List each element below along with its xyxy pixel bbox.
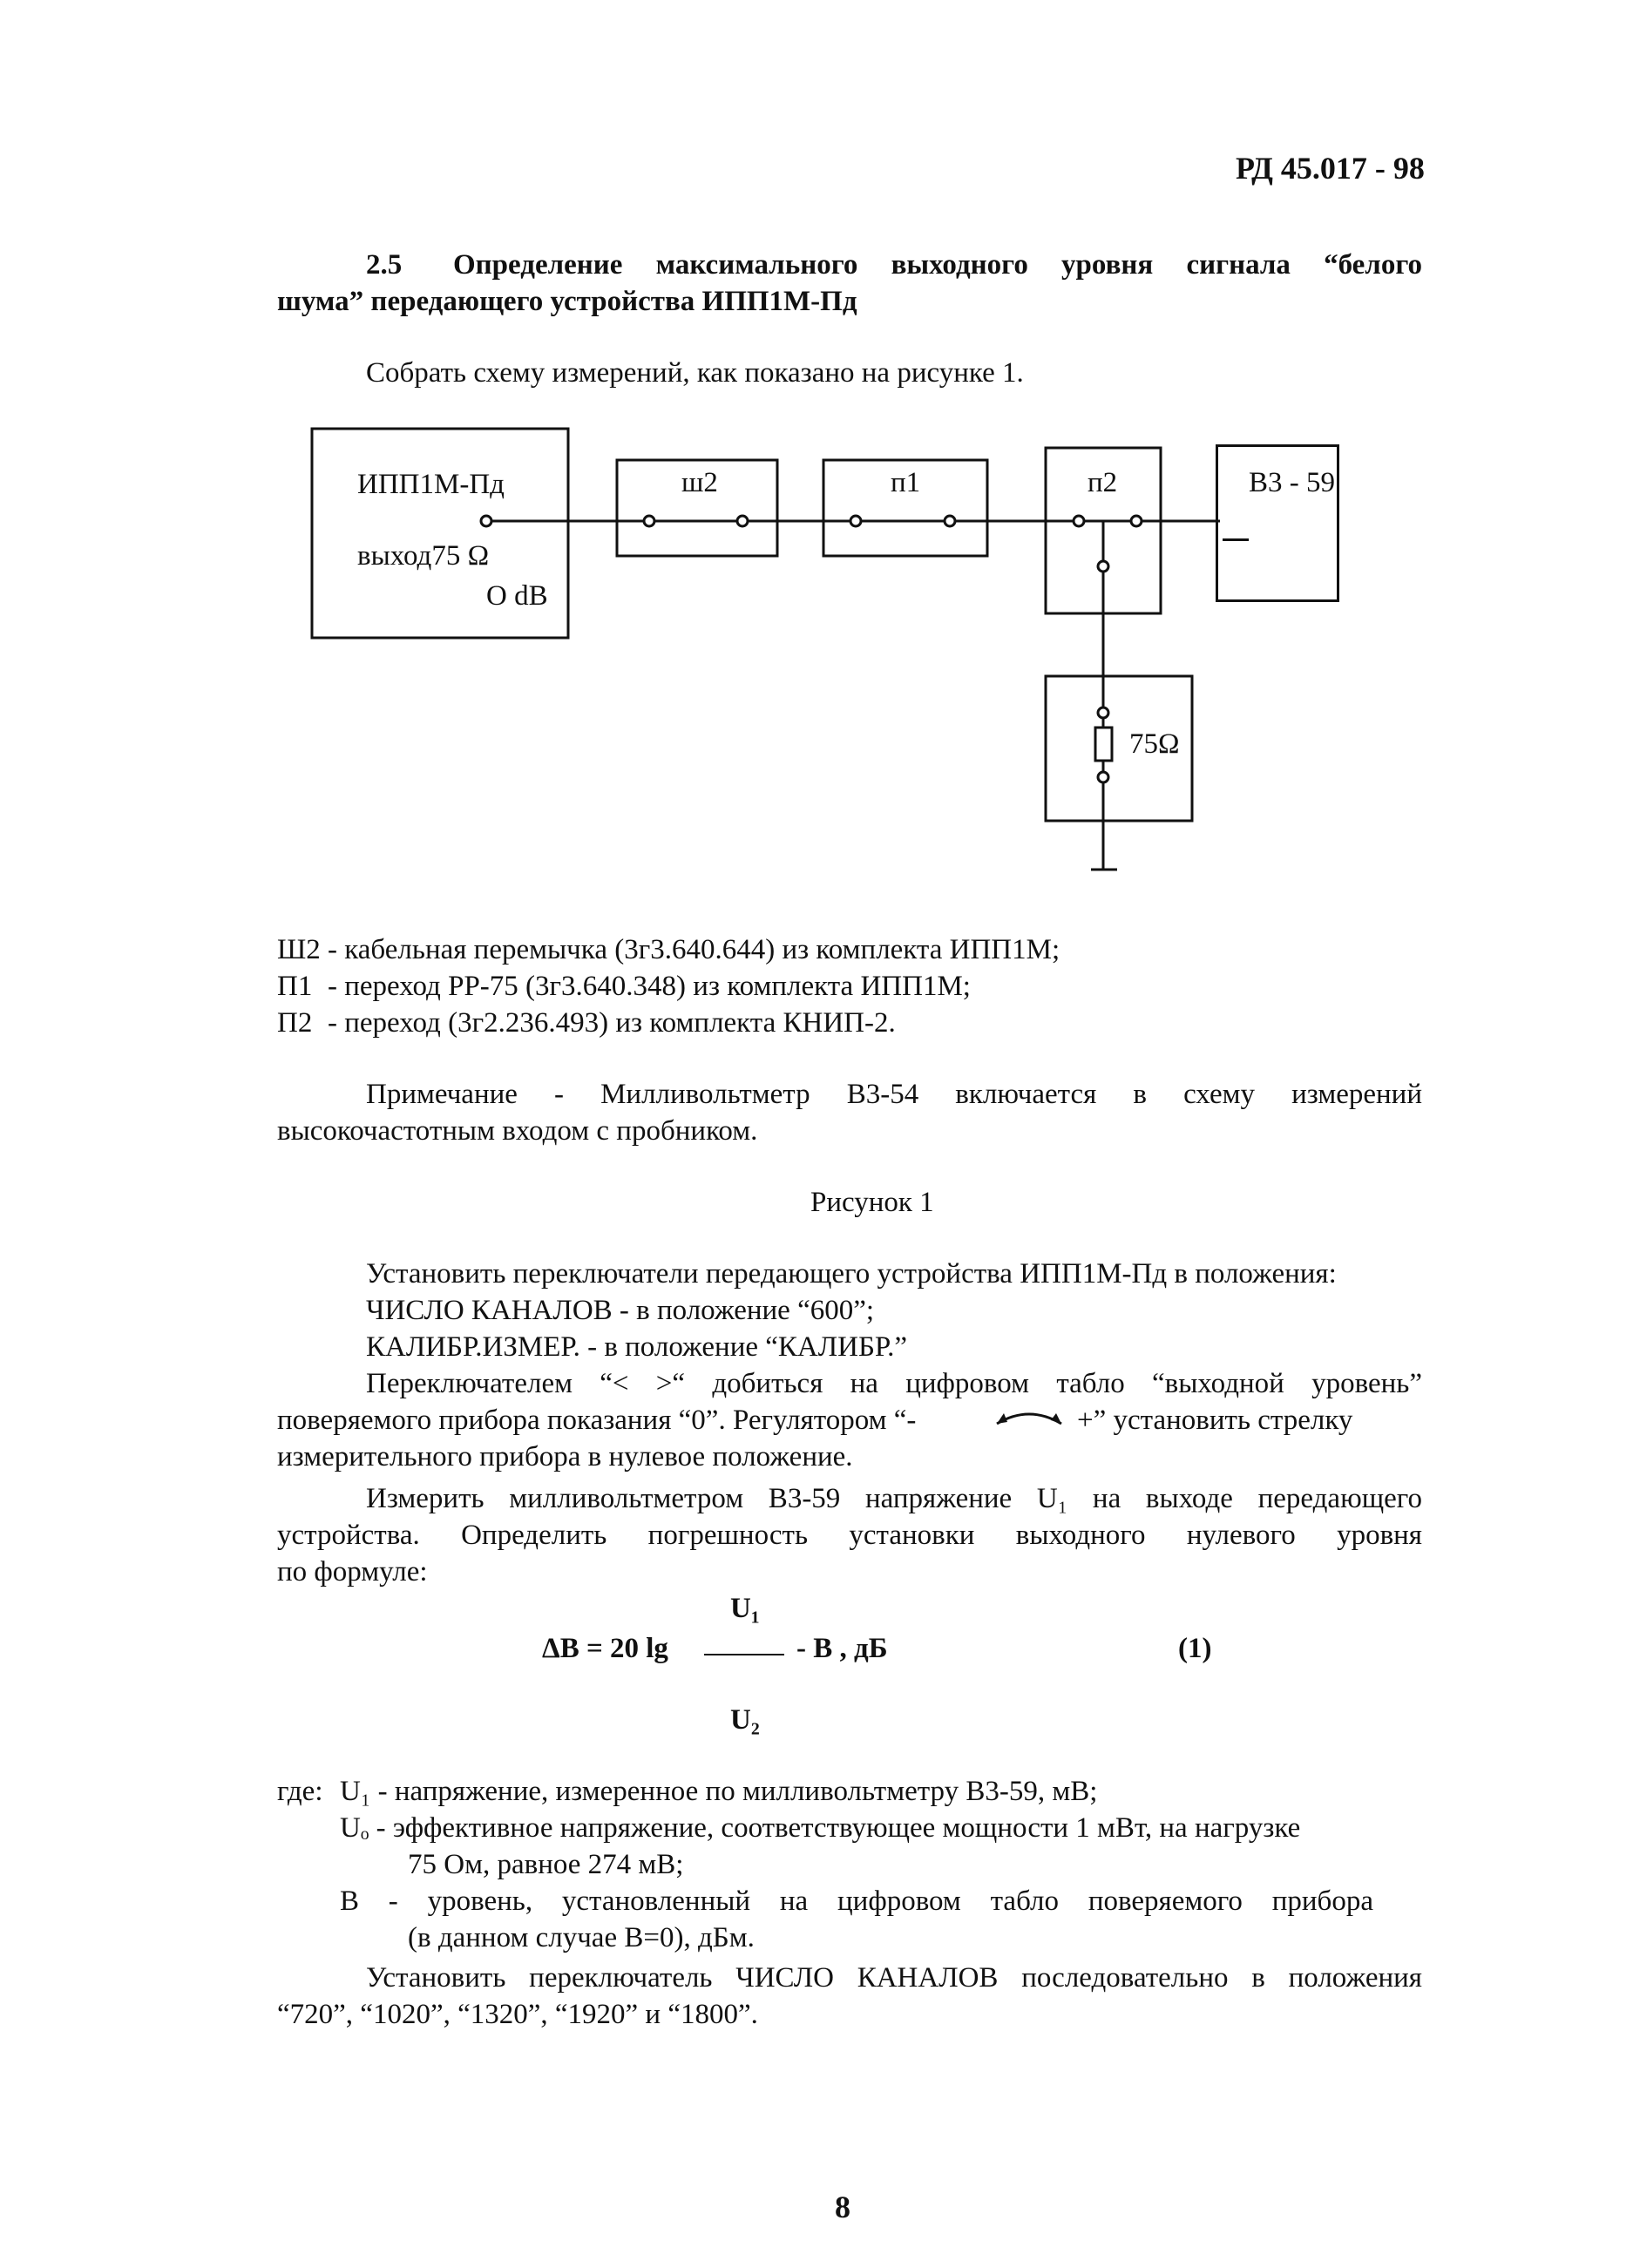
legend-code: П1: [277, 971, 313, 1002]
note-line2: высокочастотным входом с пробником.: [277, 1115, 758, 1147]
source-output-label: выход75 Ω: [357, 540, 490, 572]
legend-item-p1: [277, 969, 971, 1004]
definition-b-line2: (в данном случае В=0), дБм.: [408, 1922, 755, 1953]
legend-text: - переход (3г2.236.493) из комплекта КНИП-2.: [328, 1007, 896, 1039]
formula-fraction-bar: [704, 1654, 784, 1655]
note-line1: Примечание - Милливольтметр В3-54 включается в схему измерений: [366, 1079, 1422, 1110]
block-b3-59-label: B3 - 59: [1249, 467, 1335, 498]
section-title-line1: Определение максимального выходного уровня сигнала “белого: [453, 249, 1422, 281]
figure-caption: Рисунок 1: [810, 1187, 934, 1218]
legend-code: П2: [277, 1007, 313, 1039]
definition-u1: U₁ - напряжение, измеренное по милливольтметру В3-59, мВ;: [340, 1776, 1098, 1807]
source-level-label: O dB: [486, 580, 548, 612]
block-p1-label: п1: [891, 467, 921, 498]
final-instruction-line1: Установить переключатель ЧИСЛО КАНАЛОВ последовательно в положения: [366, 1962, 1422, 1994]
final-instruction-line2: “720”, “1020”, “1320”, “1920” и “1800”.: [277, 1999, 758, 2030]
legend-text: - кабельная перемычка (3г3.640.644) из комплекта ИПП1М;: [328, 934, 1060, 965]
source-block-name: ИПП1М-Пд: [357, 469, 505, 500]
block-sh2-label: ш2: [681, 467, 718, 498]
definition-u0-line2: 75 Ом, равное 274 мВ;: [408, 1849, 684, 1880]
instruction-p2-line2-end: +” установить стрелку: [1077, 1405, 1353, 1436]
section-number: 2.5: [366, 249, 403, 281]
load-label: 75Ω: [1129, 728, 1180, 760]
definitions-where: где:: [277, 1776, 323, 1807]
instruction-p2-line2: поверяемого прибора показания “0”. Регулятором “-: [277, 1405, 917, 1436]
b3-59-input-lead: [1223, 538, 1249, 541]
definition-b-line1: B - уровень, установленный на цифровом табло поверяемого прибора: [340, 1885, 1373, 1917]
formula-lhs: ΔB = 20 lg: [542, 1633, 668, 1664]
instruction-p3-line2: устройства. Определить погрешность установки выходного нулевого уровня: [277, 1520, 1422, 1551]
intro-text: Собрать схему измерений, как показано на рисунке 1.: [366, 357, 1024, 389]
instruction-p3-line1: Измерить милливольтметром В3-59 напряжение U₁ на выходе передающего: [366, 1483, 1422, 1514]
definition-u0-line1: Uₒ - эффективное напряжение, соответствующее мощности 1 мВт, на нагрузке: [340, 1812, 1301, 1844]
block-p2-label: п2: [1088, 467, 1118, 498]
instruction-p2-line1: Переключателем “< >“ добиться на цифровом табло “выходной уровень”: [366, 1368, 1422, 1399]
formula-denominator: U₂: [730, 1704, 760, 1736]
switch-calibration: КАЛИБР.ИЗМЕР. - в положение “КАЛИБР.”: [366, 1331, 908, 1363]
instruction-p2-line3: измерительного прибора в нулевое положение.: [277, 1441, 853, 1473]
instruction-p3-line3: по формуле:: [277, 1556, 428, 1588]
switch-channels: ЧИСЛО КАНАЛОВ - в положение “600”;: [366, 1295, 875, 1326]
formula-numerator: U₁: [730, 1593, 760, 1624]
formula-rhs: - B , дБ: [796, 1633, 888, 1664]
legend-item-p2: [277, 1005, 896, 1040]
regulator-arc-arrow-icon: [990, 1403, 1068, 1434]
legend-text: - переход РР-75 (3г3.640.348) из комплекта ИПП1М;: [328, 971, 971, 1002]
formula-number: (1): [1178, 1633, 1212, 1664]
instruction-p1: Установить переключатели передающего устройства ИПП1М-Пд в положения:: [366, 1258, 1337, 1290]
legend-code: Ш2: [277, 934, 321, 965]
page-number: 8: [835, 2190, 850, 2224]
document-code: РД 45.017 - 98: [1236, 151, 1425, 186]
section-title-line2: шума” передающего устройства ИПП1М-Пд: [277, 286, 857, 317]
legend-item-sh2: [277, 932, 1060, 967]
